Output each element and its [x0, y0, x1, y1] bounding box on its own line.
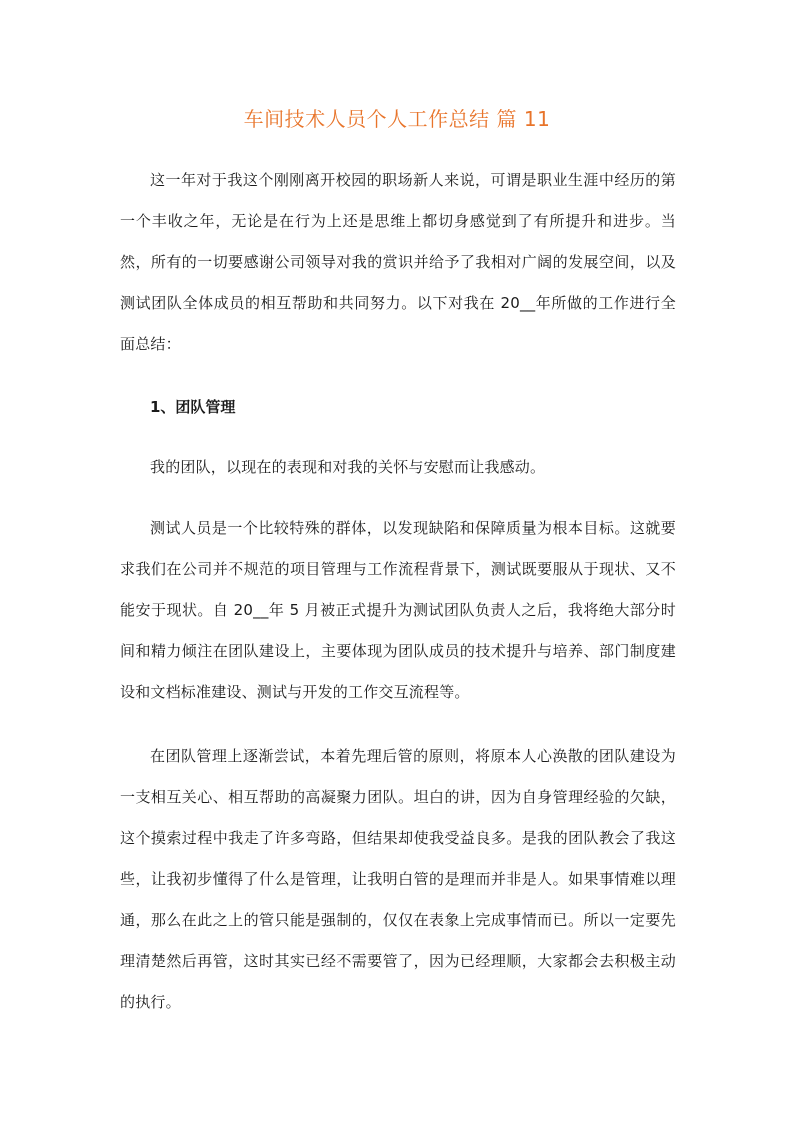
- intro-paragraph: 这一年对于我这个刚刚离开校园的职场新人来说，可谓是职业生涯中经历的第一个丰收之年，无论是在行为上还是思维上都切身感觉到了有所提升和进步。当然，所有的一切要感谢公司领导对我的赏识并给予了我相对广阔的发展空间，以及测试团队全体成员的相互帮助和共同努力。以下对我在 20__年所做的工作进行全面总结：: [120, 171, 676, 353]
- document-title: 车间技术人员个人工作总结 篇 11: [243, 107, 551, 131]
- team-paragraph-3: 在团队管理上逐渐尝试，本着先理后管的原则，将原本人心涣散的团队建设为一支相互关心、相互帮助的高凝聚力团队。坦白的讲，因为自身管理经验的欠缺，这个摸索过程中我走了许多弯路，但结果却使我受益良多。是我的团队教会了我这些，让我初步懂得了什么是管理，让我明白管的是理而并非是人。如果事情难以理通，那么在此之上的管只能是强制的，仅仅在表象上完成事情而已。所以一定要先理清楚然后再管，这时其实已经不需要管了，因为已经理顺，大家都会去积极主动的执行。: [120, 747, 676, 1011]
- section-heading-team-management: 1、团队管理: [150, 398, 236, 416]
- team-paragraph-1: 我的团队，以现在的表现和对我的关怀与安慰而让我感动。: [150, 458, 546, 476]
- team-paragraph-2: 测试人员是一个比较特殊的群体，以发现缺陷和保障质量为根本目标。这就要求我们在公司并不规范的项目管理与工作流程背景下，测试既要服从于现状、又不能安于现状。自 20__年 5 月被正式提升为测试团队负责人之后，我将绝大部分时间和精力倾注在团队建设上，主要体现为团队成员的技术提升与培养、部门制度建设和文档标准建设、测试与开发的工作交互流程等。: [120, 519, 676, 701]
